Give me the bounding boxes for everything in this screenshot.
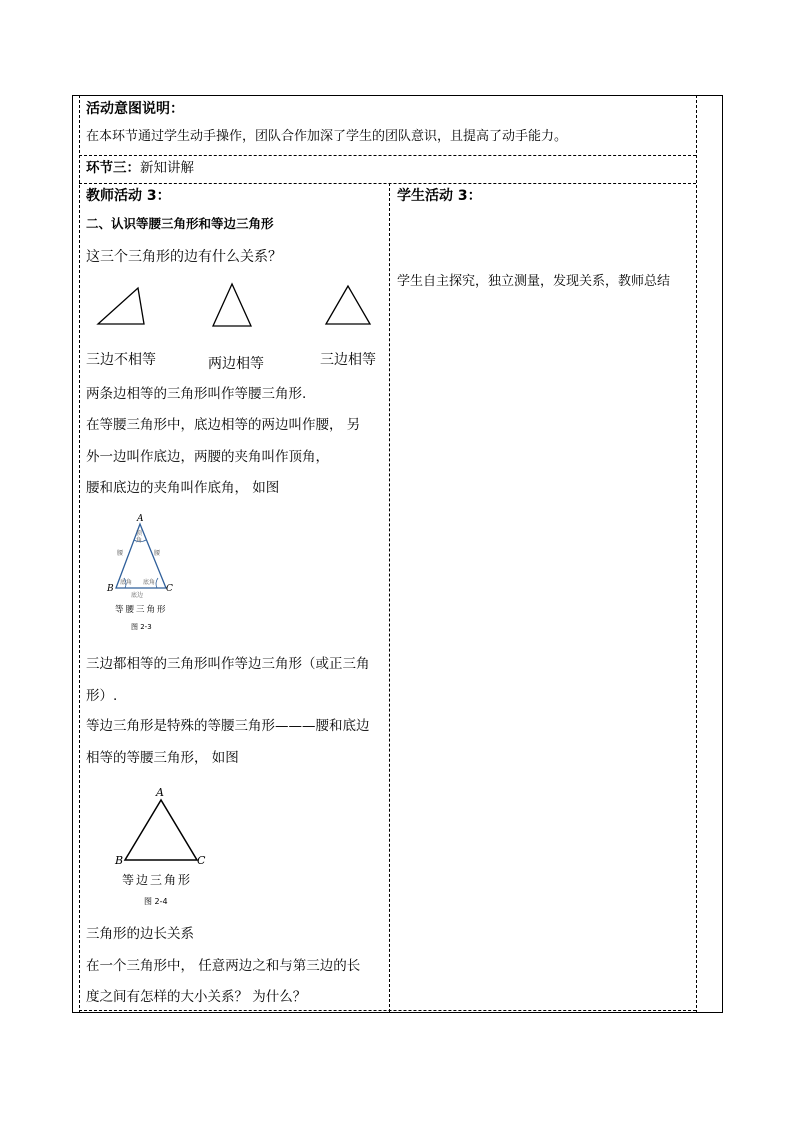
outer-left-border — [72, 95, 73, 1013]
figure-2-4-triangle — [120, 798, 202, 864]
bottom-border — [72, 1012, 723, 1013]
step-title: 新知讲解 — [140, 160, 194, 176]
fig23-vertex-angle: 顶角 — [136, 530, 143, 544]
teacher-p2-line3: 腰和底边的夹角叫作底角， 如图 — [86, 480, 280, 496]
row-divider-2 — [79, 183, 696, 184]
fig23-number: 图 2-3 — [131, 623, 152, 631]
teacher-p4-line1: 等边三角形是特殊的等腰三角形———腰和底边 — [86, 718, 370, 734]
teacher-p6-line2: 度之间有怎样的大小关系？ 为什么？ — [86, 989, 307, 1005]
tri-label-isosceles: 两边相等 — [208, 356, 264, 372]
teacher-p6-line1: 在一个三角形中， 任意两边之和与第三边的长 — [86, 958, 361, 974]
student-text: 学生自主探究，独立测量，发现关系，教师总结 — [397, 274, 671, 289]
fig24-number: 图 2-4 — [144, 897, 168, 906]
intent-heading: 活动意图说明： — [86, 101, 184, 117]
fig23-label-b: B — [107, 584, 114, 594]
fig23-label-a: A — [137, 514, 144, 524]
teacher-heading: 教师活动 3： — [86, 188, 171, 204]
step-heading: 环节三： — [86, 160, 140, 176]
teacher-question: 这三个三角形的边有什么关系？ — [86, 249, 282, 265]
equilateral-triangle — [324, 284, 374, 326]
fig23-base: 底边 — [131, 592, 144, 599]
fig24-caption: 等边三角形 — [122, 873, 193, 887]
intent-text: 在本环节通过学生动手操作，团队合作加深了学生的团队意识，且提高了动手能力。 — [86, 129, 568, 144]
fig23-leg-right: 腰 — [154, 550, 161, 557]
isosceles-triangle — [211, 282, 253, 328]
fig24-label-a: A — [156, 786, 164, 799]
fig23-base-angle-right: 底角 — [143, 579, 156, 586]
student-heading: 学生活动 3： — [397, 188, 482, 204]
fig23-caption: 等腰三角形 — [115, 605, 168, 615]
top-border — [72, 95, 723, 96]
fig23-base-angle-left: 底角 — [120, 579, 133, 586]
teacher-p5: 三角形的边长关系 — [86, 926, 194, 942]
fig23-label-c: C — [166, 584, 173, 594]
teacher-p4-line2: 相等的等腰三角形， 如图 — [86, 750, 239, 766]
teacher-p2-line1: 在等腰三角形中，底边相等的两边叫作腰， 另 — [86, 417, 361, 433]
fig23-leg-left: 腰 — [117, 550, 124, 557]
row-divider-1 — [79, 155, 696, 156]
teacher-p3-line1: 三边都相等的三角形叫作等边三角形（或正三角 — [86, 656, 370, 672]
inner-left-dashed-border — [79, 95, 80, 1013]
teacher-p2-line2: 外一边叫作底边，两腰的夹角叫作顶角， — [86, 449, 329, 465]
fig24-label-b: B — [115, 854, 124, 867]
tri-label-equilateral: 三边相等 — [320, 352, 376, 368]
column-divider — [389, 183, 390, 1012]
fig24-label-c: C — [197, 854, 206, 867]
teacher-p3-line2: 形）. — [86, 688, 118, 704]
bottom-dashed-border — [79, 1010, 696, 1011]
step-line — [86, 159, 194, 177]
teacher-p1: 两条边相等的三角形叫作等腰三角形. — [86, 386, 307, 402]
tri-label-scalene: 三边不相等 — [86, 352, 156, 368]
outer-right-border — [722, 95, 723, 1013]
teacher-subheading: 二、认识等腰三角形和等边三角形 — [86, 216, 274, 231]
scalene-triangle — [96, 286, 146, 326]
inner-right-dashed-border — [696, 95, 697, 1013]
